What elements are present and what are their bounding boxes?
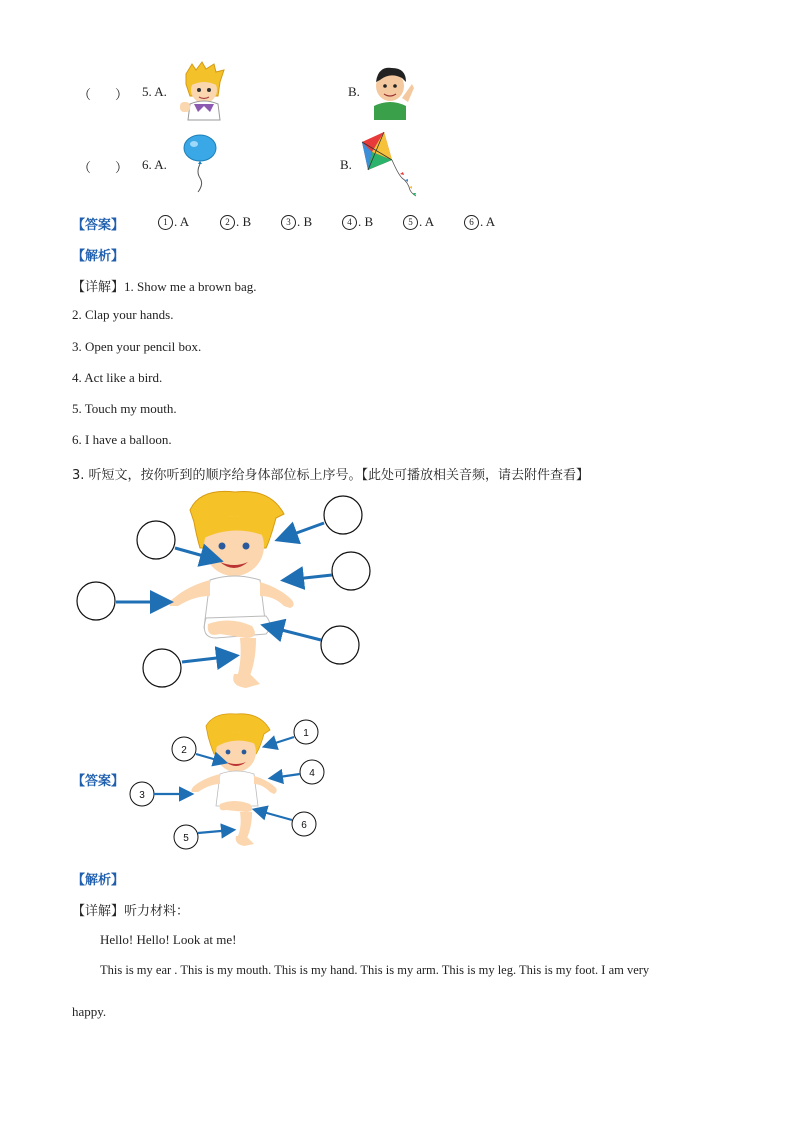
answer-tag: 【答案】: [72, 218, 125, 233]
q5-option-b-label: B.: [348, 84, 360, 99]
answer-tag-2: 【答案】: [72, 774, 125, 789]
listening-line-3: happy.: [72, 1004, 107, 1019]
detail-line-4: 4. Act like a bird.: [72, 370, 163, 385]
answer-label-4: 4: [309, 768, 315, 779]
answer-item: 6 . A: [464, 214, 495, 230]
q5-answer-blank[interactable]: [78, 84, 128, 103]
q6-option-a-label: 6. A.: [142, 157, 167, 172]
balloon-icon: [180, 134, 220, 194]
q5-option-a-label: 5. A.: [142, 84, 167, 99]
detail-line-2: 2. Clap your hands.: [72, 307, 174, 322]
answer-label-1: 1: [303, 728, 309, 739]
body-parts-diagram: [70, 488, 380, 694]
boy-figure: [170, 491, 294, 688]
answer-label-6: 6: [301, 820, 307, 831]
answer-item: 4 . B: [342, 214, 373, 230]
answer-item: 2 . B: [220, 214, 251, 230]
q6-option-b-label: B.: [340, 157, 352, 172]
analysis-tag-2: 【解析】: [72, 873, 125, 888]
q6-answer-blank[interactable]: [78, 157, 128, 176]
answer-label-2: 2: [181, 745, 187, 756]
q6-paren-open: （: [78, 160, 92, 175]
listening-line-1: Hello! Hello! Look at me!: [100, 932, 237, 947]
boy-blond-icon: [178, 62, 228, 120]
kite-icon: [358, 130, 422, 200]
q6-paren-close: ）: [115, 160, 129, 175]
answer-label-5: 5: [183, 833, 189, 844]
detail-line-5: 5. Touch my mouth.: [72, 401, 177, 416]
detail-tag: 【详解】: [72, 280, 125, 295]
q5-paren-close: ）: [115, 87, 129, 102]
q5-paren-open: （: [78, 87, 92, 102]
answer-item: 5 . A: [403, 214, 434, 230]
question-3-text: 3. 听短文，按你听到的顺序给身体部位标上序号。【此处可播放相关音频，请去附件查看】: [72, 468, 590, 483]
listening-line-2: This is my ear . This is my mouth. This is my hand. This is my arm. This is my leg. This is my foot. I am very: [100, 963, 650, 977]
analysis-tag: 【解析】: [72, 249, 125, 264]
detail-heading-2: 【详解】听力材料：: [72, 904, 190, 919]
answer-item: 3 . B: [281, 214, 312, 230]
boy-figure-small: [191, 714, 276, 846]
answer-body-diagram: [128, 712, 328, 856]
answer-item: 1 . A: [158, 214, 189, 230]
boy-waving-icon: [368, 62, 416, 120]
answer-label-3: 3: [139, 790, 145, 801]
detail-line-1: 【详解】1. Show me a brown bag.: [72, 279, 257, 295]
detail-line-3: 3. Open your pencil box.: [72, 339, 202, 354]
detail-line-6: 6. I have a balloon.: [72, 432, 172, 447]
